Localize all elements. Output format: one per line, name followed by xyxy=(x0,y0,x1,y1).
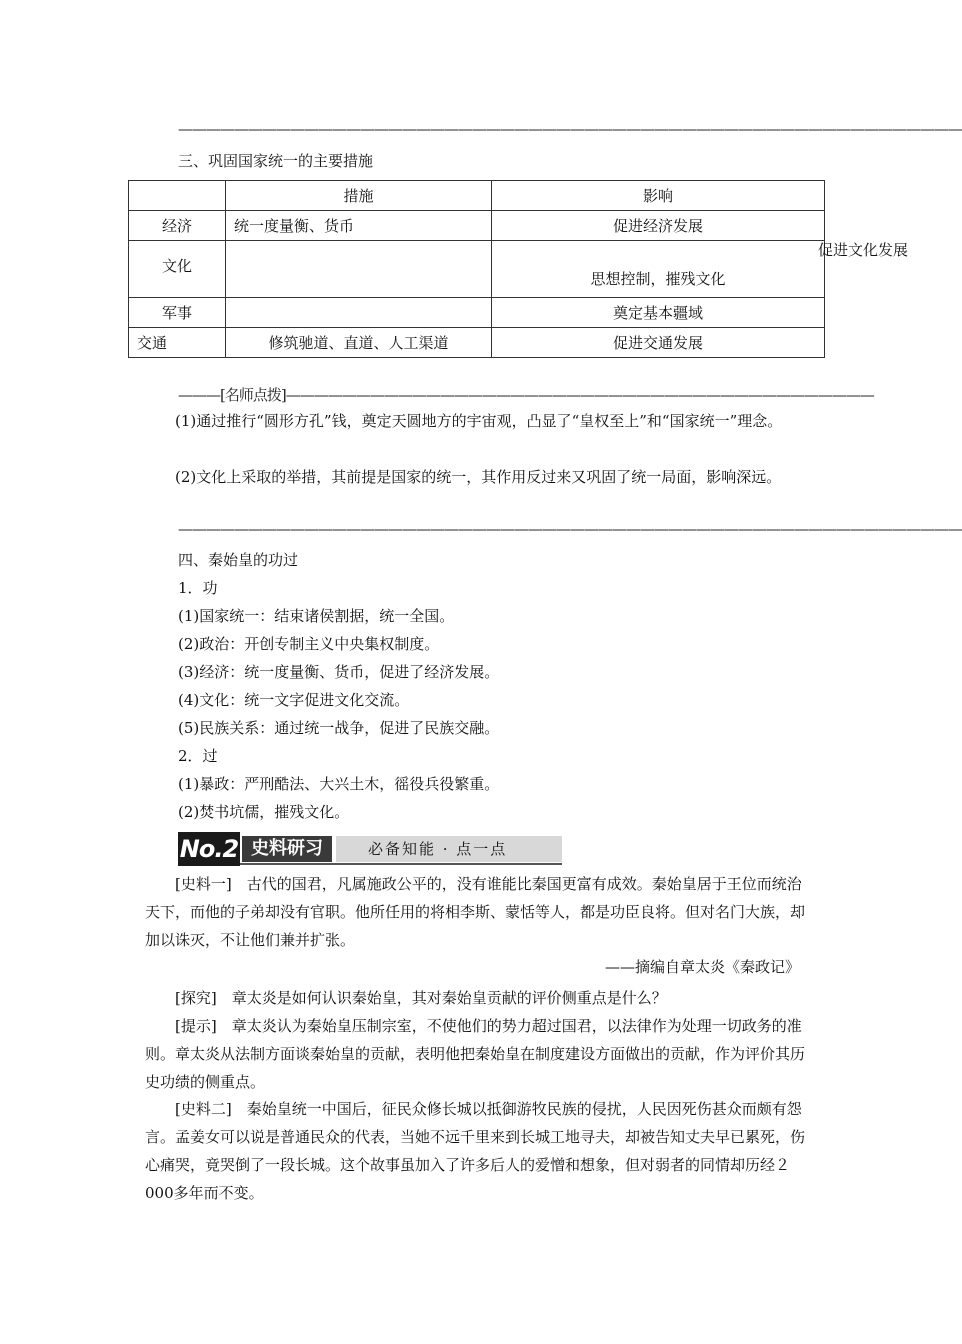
section-heading: 四、秦始皇的功过 xyxy=(178,551,299,569)
tip-paragraph: (1)通过推行“圆形方孔”钱，奠定天圆地方的宇宙观，凸显了“皇权至上”和“国家统一”理念。 xyxy=(175,412,783,430)
list-item: (2)政治：开创专制主义中央集权制度。 xyxy=(178,635,440,653)
list-item: (3)经济：统一度量衡、货币，促进了经济发展。 xyxy=(178,663,500,681)
table-cell-measure: 修筑驰道、直道、人工渠道 xyxy=(226,328,492,358)
source-material: [史料二] 秦始皇统一中国后，征民众修长城以抵御游牧民族的侵扰，人民因死伤甚众而颇有怨言。孟姜女可以说是普通民众的代表，当她不远千里来到长城工地寻夫，却被告知丈夫早已累死，伤心痛哭，竟哭倒了一段长城。这个故事虽加入了许多后人的爱憎和想象，但对弱者的同情却历经２ 000多年而不变。 xyxy=(145,1100,806,1202)
table-row xyxy=(129,298,825,328)
source-material: [史料一] 古代的国君，凡属施政公平的，没有谁能比秦国更富有成效。秦始皇居于王位而统治天下，而他的子弟却没有官职。他所任用的将相李斯、蒙恬等人，都是功臣良将。但对名门大族，却加以诛灭，不让他们兼并扩张。 xyxy=(145,875,806,949)
table-cell-area: 文化 xyxy=(129,241,226,298)
list-item: (1)国家统一：结束诸侯割据，统一全国。 xyxy=(178,607,455,625)
table-cell-area: 军事 xyxy=(129,298,226,328)
separator-line: ———————————————————————————————————————————————————————— xyxy=(178,120,962,138)
table-header-cell xyxy=(129,181,226,211)
table-cell-measure: 统一度量衡、货币 xyxy=(226,211,492,241)
section-banner xyxy=(178,832,562,866)
banner-tag: 史料研习 xyxy=(242,836,332,862)
table-header-row xyxy=(129,181,825,211)
table-header-cell: 影响 xyxy=(492,181,825,211)
separator-line: ———————————————————————————————————————————————————————— xyxy=(178,520,962,538)
table-header-cell: 措施 xyxy=(226,181,492,211)
section-heading: 三、巩固国家统一的主要措施 xyxy=(178,152,374,170)
table-cell-effect: 促进经济发展 xyxy=(492,211,825,241)
inquiry-question: [探究] 章太炎是如何认识秦始皇，其对秦始皇贡献的评价侧重点是什么？ xyxy=(175,989,667,1007)
table-cell-effect: 思想控制，摧残文化 xyxy=(492,241,825,298)
tip-header: ———[名师点拨]—————————————————————————————————————————— xyxy=(178,386,874,404)
table-row xyxy=(129,328,825,358)
table-cell-area: 经济 xyxy=(129,211,226,241)
subheading-merit: 1．功 xyxy=(178,579,218,597)
table-cell-measure xyxy=(226,241,492,298)
table-row xyxy=(129,241,825,298)
table-cell-area: 交通 xyxy=(129,328,226,358)
tip-paragraph: (2)文化上采取的举措，其前提是国家的统一，其作用反过来又巩固了统一局面，影响深远。 xyxy=(175,468,782,486)
table-row xyxy=(129,211,825,241)
table-cell-measure xyxy=(226,298,492,328)
banner-underline xyxy=(240,863,562,865)
table-cell-effect: 促进交通发展 xyxy=(492,328,825,358)
list-item: (5)民族关系：通过统一战争，促进了民族交融。 xyxy=(178,719,500,737)
measures-table xyxy=(128,180,825,358)
table-cell-effect: 奠定基本疆域 xyxy=(492,298,825,328)
banner-subtitle: 必备知能 · 点一点 xyxy=(368,840,508,858)
source-citation: ——摘编自章太炎《秦政记》 xyxy=(604,958,800,976)
table-overflow-note: 促进文化发展 xyxy=(818,241,909,259)
subheading-fault: 2．过 xyxy=(178,747,218,765)
list-item: (2)焚书坑儒，摧残文化。 xyxy=(178,803,350,821)
banner-number: No.2 xyxy=(178,832,240,866)
hint-answer: [提示] 章太炎认为秦始皇压制宗室，不使他们的势力超过国君，以法律作为处理一切政务的准则。章太炎从法制方面谈秦始皇的贡献，表明他把秦始皇在制度建设方面做出的贡献，作为评价其历史功绩的侧重点。 xyxy=(145,1017,806,1091)
list-item: (4)文化：统一文字促进文化交流。 xyxy=(178,691,410,709)
list-item: (1)暴政：严刑酷法、大兴土木，徭役兵役繁重。 xyxy=(178,775,500,793)
